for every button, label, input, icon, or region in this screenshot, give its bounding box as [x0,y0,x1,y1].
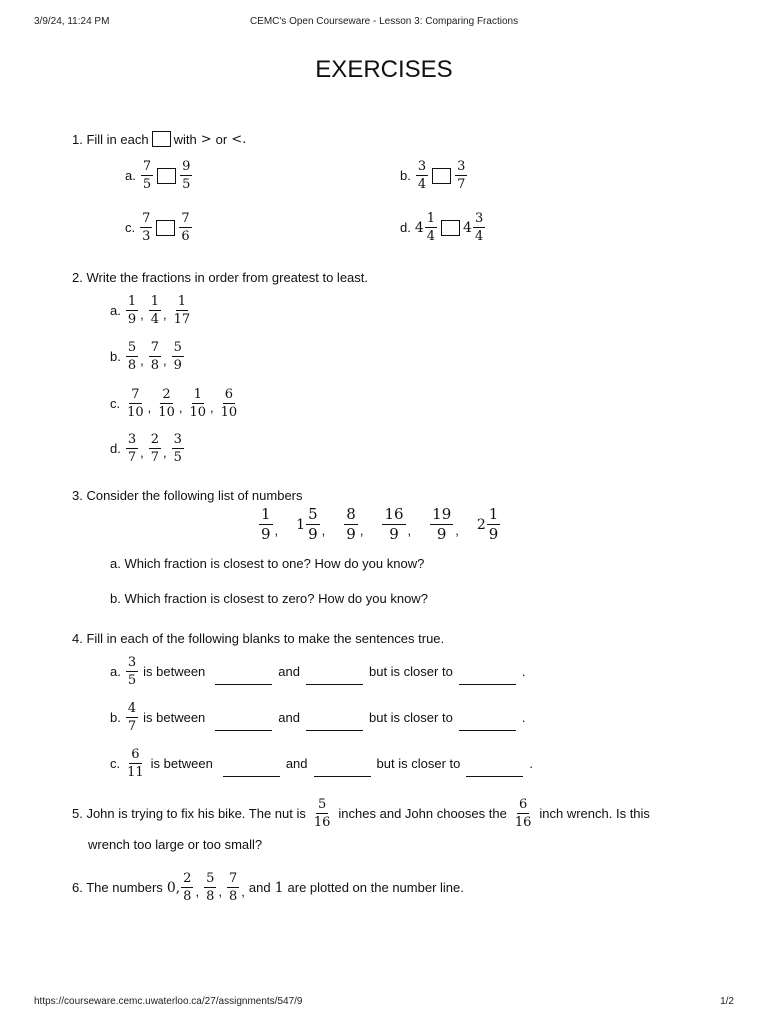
q1-prompt: 1. Fill in each with > or <. [72,131,247,147]
fraction: $\frac{9}{5}$ [182,159,191,192]
fraction: $\frac{8}{9}$ [346,505,356,543]
answer-blank[interactable] [466,764,523,777]
fraction: $\frac{3}{5}$ [173,432,182,465]
answer-blank[interactable] [459,718,516,731]
fraction: $\frac{16}{9}$ [384,505,404,543]
fraction: $\frac{5}{8}$ [127,340,137,373]
fraction: $\frac{7}{8}$ [228,871,238,904]
fraction: $\frac{7}{5}$ [142,159,152,192]
q1-item-b: b. $\frac{3}{4}$ $\frac{3}{7}$ [400,159,466,192]
fraction: $\frac{6}{10}$ [220,387,238,420]
fraction: $\frac{5}{8}$ [206,871,215,904]
print-url: https://courseware.cemc.uwaterloo.ca/27/assignments/547/9 [34,996,303,1007]
fraction: $\frac{5}{9}$ [308,505,318,543]
fraction: $\frac{1}{4}$ [426,211,436,244]
fraction: $\frac{3}{7}$ [457,159,466,192]
answer-blank[interactable] [215,718,272,731]
answer-box[interactable] [432,168,451,184]
q3-prompt: 3. Consider the following list of numbers [72,488,303,503]
fraction: $\frac{1}{17}$ [173,294,191,327]
q2-item-b: b. $\frac{5}{8}$ , $\frac{7}{8}$ , $\frac{5}{9}$ [110,340,182,373]
fraction: $\frac{4}{7}$ [127,701,137,734]
fraction: $\frac{3}{5}$ [127,655,137,688]
q1-item-a: a. $\frac{7}{5}$ $\frac{9}{5}$ [125,159,191,192]
answer-blank[interactable] [306,718,363,731]
answer-blank[interactable] [215,672,272,685]
fraction: $\frac{1}{9}$ [127,294,137,327]
fraction: $\frac{3}{4}$ [474,211,484,244]
answer-box[interactable] [157,168,176,184]
q3-part-b: b. Which fraction is closest to zero? How do you know? [110,591,428,606]
fraction: $\frac{1}{9}$ [261,505,271,543]
q6-line: 6. The numbers 0, $\frac{2}{8}$ , $\frac{5}{8}$ , $\frac{7}{8}$ , and 1 are plotted on the number line. [72,871,464,904]
answer-blank[interactable] [314,764,371,777]
q2-item-a: a. $\frac{1}{9}$ , $\frac{1}{4}$ , $\frac{1}{17}$ [110,294,191,327]
fraction: $\frac{1}{4}$ [150,294,160,327]
fraction: $\frac{7}{3}$ [142,211,151,244]
q4-item-a: a. $\frac{3}{5}$ is between and but is closer to . [110,655,526,688]
q2-item-d: d. $\frac{3}{7}$ , $\frac{2}{7}$ , $\frac{3}{5}$ [110,432,182,465]
q1-item-c: c. $\frac{7}{3}$ $\frac{7}{6}$ [125,211,190,244]
q4-prompt: 4. Fill in each of the following blanks to make the sentences true. [72,631,445,646]
q5-line-2: wrench too large or too small? [88,837,263,852]
q2-item-c: c. $\frac{7}{10}$ , $\frac{2}{10}$ , $\frac{1}{10}$ , $\frac{6}{10}$ [110,387,238,420]
fraction: $\frac{2}{8}$ [183,871,192,904]
q4-item-b: b. $\frac{4}{7}$ is between and but is closer to . [110,701,526,734]
answer-box[interactable] [156,220,175,236]
fraction: $\frac{1}{10}$ [189,387,207,420]
fraction: $\frac{7}{8}$ [150,340,160,373]
fraction: $\frac{19}{9}$ [432,505,452,543]
q3-part-a: a. Which fraction is closest to one? How do you know? [110,556,425,571]
q3-number-list: $\frac{1}{9}$ , 1 $\frac{5}{9}$ , $\frac{8}{9}$ , $\frac{16}{9}$ , $\frac{19}{9}$ , 2 $\frac{1}{9}$ [261,505,499,543]
answer-blank[interactable] [459,672,516,685]
fraction: $\frac{6}{16}$ [514,797,532,830]
print-doc-title: CEMC's Open Courseware - Lesson 3: Comparing Fractions [249,16,519,27]
fraction: $\frac{7}{10}$ [127,387,144,420]
q1-item-d: d. 4 $\frac{1}{4}$ 4 $\frac{3}{4}$ [400,211,484,244]
print-page-number: 1/2 [720,996,734,1007]
fraction: $\frac{6}{11}$ [127,747,144,780]
page-title: EXERCISES [315,56,453,83]
print-datetime: 3/9/24, 11:24 PM [34,16,110,27]
fraction: $\frac{7}{6}$ [181,211,190,244]
fraction: $\frac{1}{9}$ [488,505,499,543]
fraction: $\frac{2}{10}$ [158,387,175,420]
answer-box[interactable] [441,220,460,236]
answer-blank[interactable] [306,672,363,685]
fraction: $\frac{3}{4}$ [417,159,427,192]
q2-prompt: 2. Write the fractions in order from greatest to least. [72,270,368,285]
fraction: $\frac{3}{7}$ [127,432,137,465]
comparison-box [152,131,171,147]
answer-blank[interactable] [223,764,280,777]
fraction: $\frac{2}{7}$ [150,432,160,465]
fraction: $\frac{5}{9}$ [173,340,182,373]
q4-item-c: c. $\frac{6}{11}$ is between and but is closer to . [110,747,533,780]
q5-line-1: 5. John is trying to fix his bike. The nut is $\frac{5}{16}$ inches and John chooses the $\frac{6}{16}$ inch wrench. Is this [72,797,650,830]
fraction: $\frac{5}{16}$ [313,797,331,830]
